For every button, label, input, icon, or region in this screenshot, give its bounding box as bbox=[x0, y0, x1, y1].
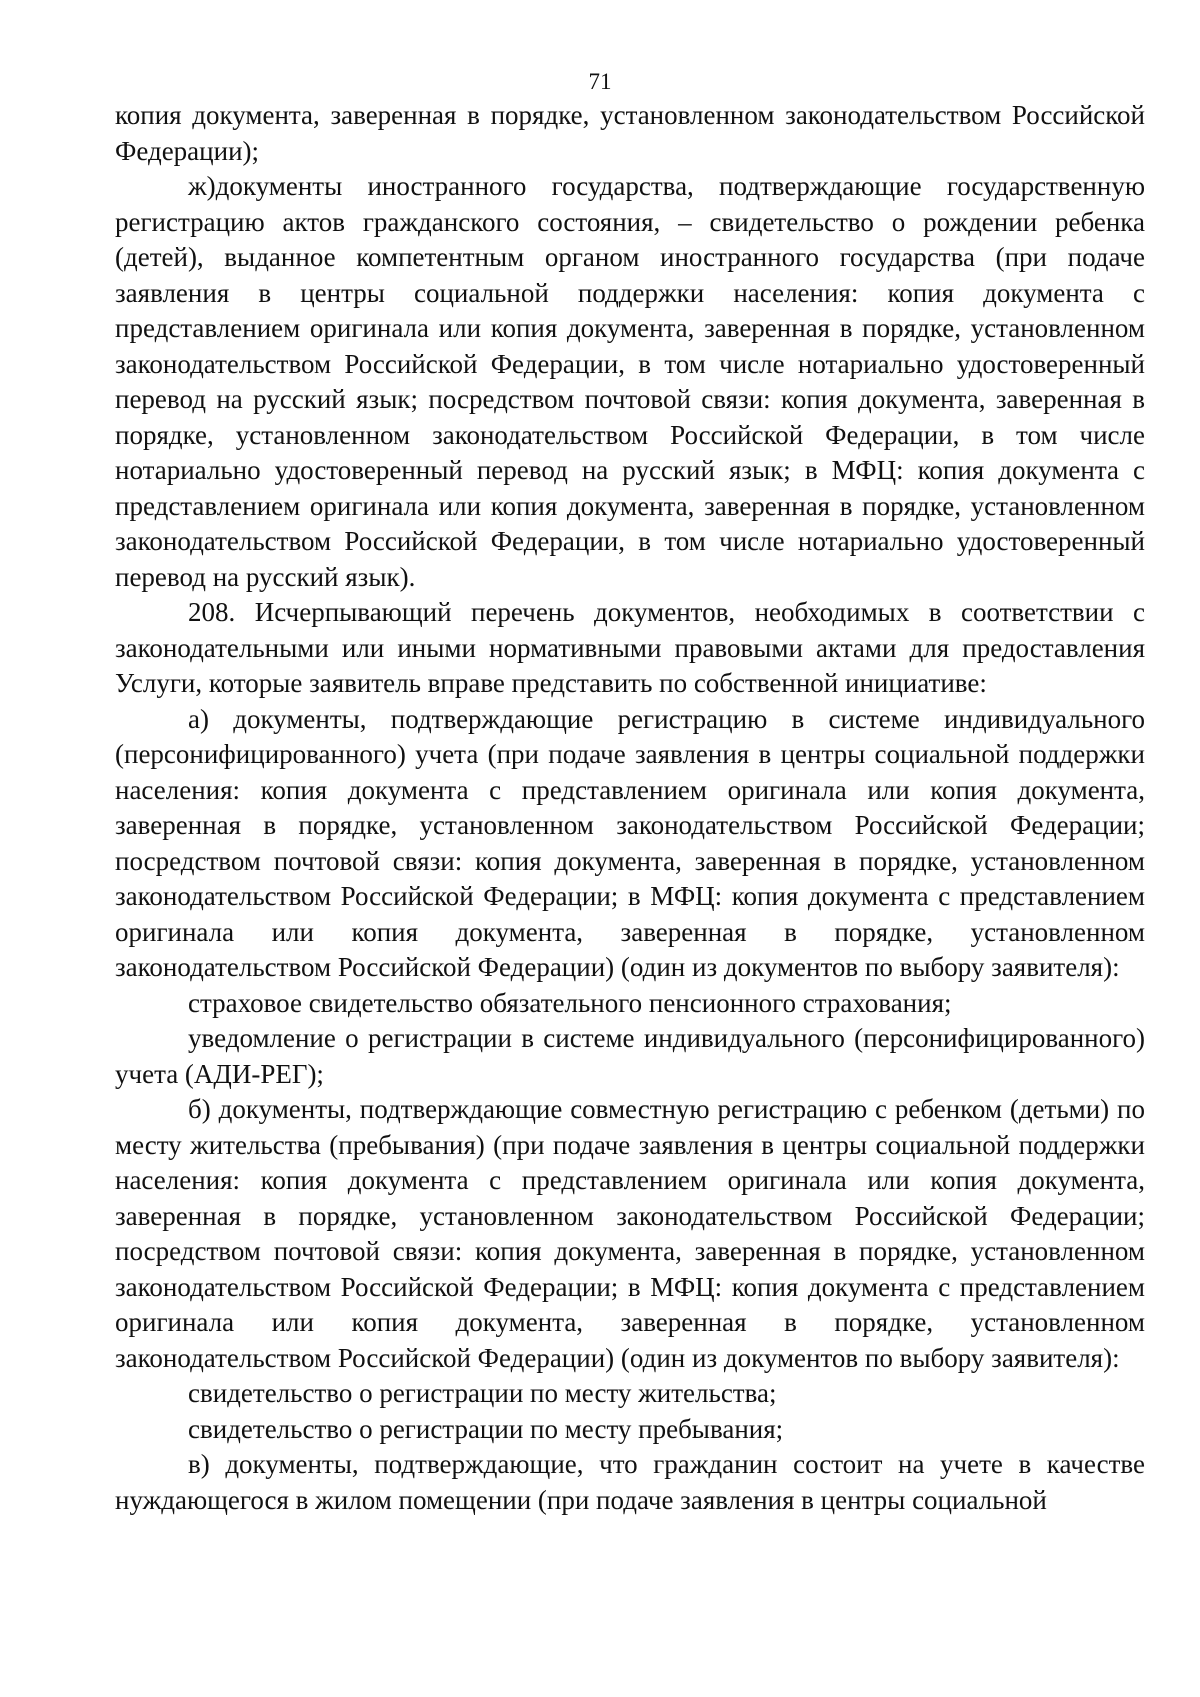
paragraph-item-v: в) документы, подтверждающие, что гражданин состоит на учете в качестве нуждающегося в жилом помещении (при подаче заявления в центры социальной bbox=[115, 1449, 1145, 1515]
paragraph-item-zh: ж)документы иностранного государства, подтверждающие государственную регистрацию актов гражданского состояния, – свидетельство о рождении ребенка (детей), выданное компетентным органом иностранного государства (при подаче заявления в центры социальной поддержки населения: копия документа с представлением оригинала или копия документа, заверенная в порядке, установленном законодательством Российской Федерации, в том числе нотариально удостоверенный перевод на русский язык; посредством почтовой связи: копия документа, заверенная в порядке, установленном законодательством Российской Федерации, в том числе нотариально удостоверенный перевод на русский язык; в МФЦ: копия документа с представлением оригинала или копия документа, заверенная в порядке, установленном законодательством Российской Федерации, в том числе нотариально удостоверенный перевод на русский язык). bbox=[115, 171, 1145, 592]
paragraph-item-a: а) документы, подтверждающие регистрацию в системе индивидуального (персонифицированного) учета (при подаче заявления в центры социальной поддержки населения: копия документа с представлением оригинала или копия документа, заверенная в порядке, установленном законодательством Российской Федерации; посредством почтовой связи: копия документа, заверенная в порядке, установленном законодательством Российской Федерации; в МФЦ: копия документа с представлением оригинала или копия документа, заверенная в порядке, установленном законодательством Российской Федерации) (один из документов по выбору заявителя): bbox=[115, 703, 1145, 982]
page-number: 71 bbox=[588, 69, 612, 94]
document-body bbox=[115, 98, 1145, 1518]
list-item-insurance-certificate: страховое свидетельство обязательного пенсионного страхования; bbox=[188, 987, 952, 1018]
paragraph-continuation: копия документа, заверенная в порядке, установленном законодательством Российской Федерации); bbox=[115, 100, 1145, 166]
paragraph-item-b: б) документы, подтверждающие совместную регистрацию с ребенком (детьми) по месту жительства (пребывания) (при подаче заявления в центры социальной поддержки населения: копия документа с представлением оригинала или копия документа, заверенная в порядке, установленном законодательством Российской Федерации; посредством почтовой связи: копия документа, заверенная в порядке, установленном законодательством Российской Федерации; в МФЦ: копия документа с представлением оригинала или копия документа, заверенная в порядке, установленном законодательством Российской Федерации) (один из документов по выбору заявителя): bbox=[115, 1094, 1145, 1373]
list-item-residence-registration: свидетельство о регистрации по месту жительства; bbox=[188, 1378, 777, 1408]
list-item-adi-reg-notice: уведомление о регистрации в системе индивидуального (персонифицированного) учета (АДИ-РЕГ); bbox=[115, 1023, 1145, 1089]
paragraph-208: 208. Исчерпывающий перечень документов, необходимых в соответствии с законодательными или иными нормативными правовыми актами для предоставления Услуги, которые заявитель вправе представить по собственной инициативе: bbox=[115, 597, 1145, 698]
list-item-stay-registration: свидетельство о регистрации по месту пребывания; bbox=[188, 1413, 784, 1444]
